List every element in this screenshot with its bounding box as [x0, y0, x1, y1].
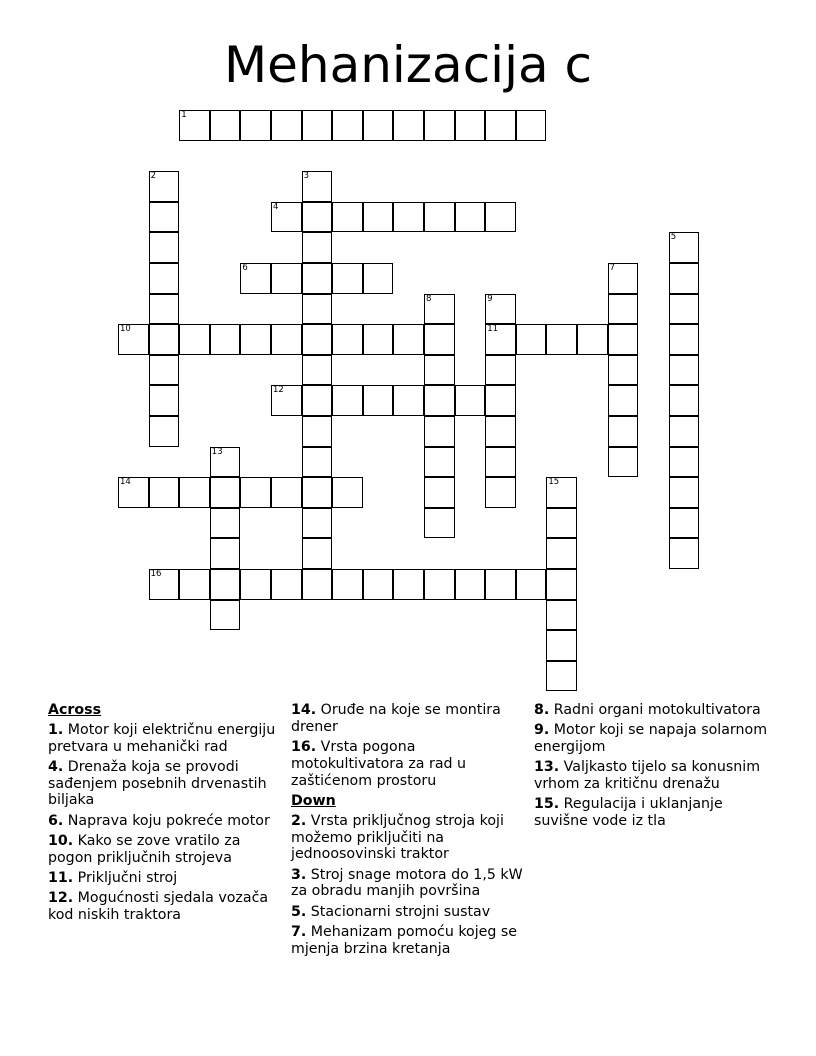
- grid-cell[interactable]: [271, 202, 302, 233]
- grid-cell[interactable]: [546, 630, 577, 661]
- grid-cell[interactable]: [424, 477, 455, 508]
- grid-cell[interactable]: [485, 385, 516, 416]
- grid-cell[interactable]: [302, 477, 333, 508]
- grid-cell[interactable]: [271, 110, 302, 141]
- clue-column-3: [534, 702, 774, 834]
- grid-cell[interactable]: [149, 569, 180, 600]
- clue-number: 9: [487, 293, 493, 304]
- clue-item-number: 4.: [48, 758, 64, 775]
- grid-cell[interactable]: [363, 569, 394, 600]
- grid-cell[interactable]: [240, 263, 271, 294]
- grid-cell[interactable]: [149, 324, 180, 355]
- grid-cell[interactable]: [302, 569, 333, 600]
- grid-cell[interactable]: [332, 110, 363, 141]
- clue-number: 15: [548, 477, 560, 488]
- grid-cell[interactable]: [546, 600, 577, 631]
- clue-item-text: Oruđe na koje se montira drener: [291, 702, 501, 735]
- grid-cell[interactable]: [485, 569, 516, 600]
- grid-cell[interactable]: [302, 263, 333, 294]
- clue-item: [48, 870, 284, 887]
- grid-cell[interactable]: [118, 324, 149, 355]
- grid-cell[interactable]: [179, 324, 210, 355]
- clue-number: 1: [181, 110, 187, 120]
- clue-number: 12: [273, 385, 284, 396]
- clue-number: 5: [670, 232, 677, 243]
- clue-item: [291, 702, 527, 736]
- grid-cell[interactable]: [149, 416, 180, 447]
- grid-cell[interactable]: [393, 202, 424, 233]
- grid-cell[interactable]: [485, 447, 516, 478]
- grid-cell[interactable]: [210, 569, 241, 600]
- grid-cell[interactable]: [424, 110, 455, 141]
- grid-cell[interactable]: [669, 355, 700, 386]
- grid-cell[interactable]: [393, 569, 424, 600]
- clue-item-text: Kako se zove vratilo za pogon priključnih strojeva: [48, 833, 241, 866]
- grid-cell[interactable]: [271, 385, 302, 416]
- clue-item-number: 12.: [48, 890, 74, 907]
- clue-number: 14: [120, 477, 131, 488]
- grid-cell[interactable]: [240, 569, 271, 600]
- grid-cell[interactable]: [546, 538, 577, 569]
- clue-item: [534, 722, 774, 756]
- clue-number: 13: [211, 446, 223, 457]
- grid-cell[interactable]: [210, 447, 241, 478]
- grid-cell[interactable]: [485, 324, 516, 355]
- clue-item: [48, 833, 284, 867]
- grid-cell[interactable]: [179, 477, 210, 508]
- grid-cell[interactable]: [302, 538, 333, 569]
- grid-cell[interactable]: [149, 171, 180, 202]
- clue-number: 11: [487, 324, 499, 335]
- grid-cell[interactable]: [393, 324, 424, 355]
- clue-item-text: Motor koji električnu energiju pretvara u mehanički rad: [48, 721, 276, 755]
- clue-item-text: Vrsta priključnog stroja koji možemo priključiti na jednoosovinski traktor: [291, 812, 504, 863]
- grid-cell[interactable]: [669, 232, 700, 263]
- grid-cell[interactable]: [546, 324, 577, 355]
- clue-heading: Down: [291, 792, 336, 809]
- grid-cell[interactable]: [608, 416, 639, 447]
- clue-number: 2: [150, 171, 157, 182]
- grid-cell[interactable]: [271, 324, 302, 355]
- grid-cell[interactable]: [302, 171, 333, 202]
- grid-cell[interactable]: [332, 202, 363, 233]
- grid-cell[interactable]: [302, 294, 333, 325]
- clue-item-text: Priključni stroj: [73, 870, 178, 887]
- clue-item-number: 1.: [48, 721, 64, 738]
- grid-cell[interactable]: [424, 416, 455, 447]
- grid-cell[interactable]: [302, 324, 333, 355]
- clue-item-number: 9.: [534, 722, 550, 739]
- grid-cell[interactable]: [546, 661, 577, 692]
- clue-item: [48, 722, 284, 756]
- grid-cell[interactable]: [302, 202, 333, 233]
- grid-cell[interactable]: [455, 202, 486, 233]
- grid-cell[interactable]: [210, 477, 241, 508]
- clue-item: [291, 739, 527, 789]
- grid-cell[interactable]: [210, 324, 241, 355]
- grid-cell[interactable]: [302, 447, 333, 478]
- clue-item-text: Naprava koju pokreće motor: [63, 812, 270, 829]
- clue-item-number: 16.: [291, 739, 317, 756]
- grid-cell[interactable]: [424, 355, 455, 386]
- clue-item-text: Stacionarni strojni sustav: [306, 903, 491, 920]
- grid-cell[interactable]: [546, 477, 577, 508]
- grid-cell[interactable]: [240, 477, 271, 508]
- grid-cell[interactable]: [363, 324, 394, 355]
- clue-item-text: Radni organi motokultivatora: [549, 702, 761, 718]
- clue-item: [534, 702, 774, 719]
- grid-cell[interactable]: [608, 263, 639, 294]
- clue-item: [534, 759, 774, 793]
- grid-cell[interactable]: [240, 110, 271, 141]
- grid-cell[interactable]: [485, 294, 516, 325]
- grid-cell[interactable]: [271, 477, 302, 508]
- grid-cell[interactable]: [424, 294, 455, 325]
- clue-item-text: Motor koji se napaja solarnom energijom: [534, 722, 768, 756]
- grid-cell[interactable]: [669, 416, 700, 447]
- grid-cell[interactable]: [302, 385, 333, 416]
- clue-item-text: Regulacija i uklanjanje suvišne vode iz tla: [534, 796, 723, 830]
- clue-item-number: 13.: [534, 759, 560, 776]
- grid-cell[interactable]: [240, 324, 271, 355]
- grid-cell[interactable]: [363, 202, 394, 233]
- clue-column-2: [291, 702, 527, 961]
- grid-cell[interactable]: [393, 385, 424, 416]
- clue-item-number: 15.: [534, 796, 560, 813]
- clue-number: 16: [150, 569, 162, 579]
- grid-cell[interactable]: [210, 110, 241, 141]
- clue-item-number: 14.: [291, 702, 317, 718]
- grid-cell[interactable]: [179, 569, 210, 600]
- grid-cell[interactable]: [271, 569, 302, 600]
- grid-cell[interactable]: [669, 538, 700, 569]
- grid-cell[interactable]: [608, 385, 639, 416]
- clue-item: [48, 813, 284, 830]
- grid-cell[interactable]: [210, 538, 241, 569]
- grid-cell[interactable]: [424, 508, 455, 539]
- grid-cell[interactable]: [424, 324, 455, 355]
- grid-cell[interactable]: [332, 324, 363, 355]
- grid-cell[interactable]: [149, 294, 180, 325]
- clue-item: [48, 890, 284, 924]
- clue-item: [291, 904, 527, 921]
- clue-item: [48, 759, 284, 809]
- clue-number: 7: [609, 263, 616, 273]
- grid-cell[interactable]: [485, 110, 516, 141]
- grid-cell[interactable]: [669, 263, 700, 294]
- grid-cell[interactable]: [210, 600, 241, 631]
- grid-cell[interactable]: [546, 508, 577, 539]
- grid-cell[interactable]: [516, 110, 547, 141]
- grid-cell[interactable]: [424, 385, 455, 416]
- grid-cell[interactable]: [363, 263, 394, 294]
- grid-cell[interactable]: [332, 385, 363, 416]
- grid-cell[interactable]: [149, 263, 180, 294]
- grid-cell[interactable]: [118, 477, 149, 508]
- clue-number: 6: [242, 263, 248, 273]
- clue-item-text: Mogućnosti sjedala vozača kod niskih traktora: [48, 890, 269, 924]
- clue-number: 4: [273, 201, 279, 212]
- grid-cell[interactable]: [393, 110, 424, 141]
- clue-item-number: 8.: [534, 702, 550, 718]
- clue-item-number: 5.: [291, 903, 307, 920]
- grid-cell[interactable]: [516, 569, 547, 600]
- clue-item: [534, 796, 774, 830]
- grid-cell[interactable]: [485, 202, 516, 233]
- grid-cell[interactable]: [546, 569, 577, 600]
- grid-cell[interactable]: [332, 263, 363, 294]
- grid-cell[interactable]: [149, 202, 180, 233]
- grid-cell[interactable]: [424, 202, 455, 233]
- clue-column-1: [48, 702, 284, 928]
- clue-number: 8: [426, 293, 432, 304]
- grid-cell[interactable]: [149, 355, 180, 386]
- clue-item: [291, 867, 527, 901]
- grid-cell[interactable]: [455, 569, 486, 600]
- grid-cell[interactable]: [424, 447, 455, 478]
- grid-cell[interactable]: [332, 477, 363, 508]
- clues-section: [48, 702, 788, 1002]
- clue-item: [291, 813, 527, 863]
- grid-cell[interactable]: [455, 110, 486, 141]
- grid-cell[interactable]: [669, 447, 700, 478]
- grid-cell[interactable]: [455, 385, 486, 416]
- clue-number: 10: [120, 324, 131, 335]
- clue-item-number: 2.: [291, 812, 307, 829]
- grid-cell[interactable]: [669, 477, 700, 508]
- grid-cell[interactable]: [149, 385, 180, 416]
- grid-cell[interactable]: [669, 324, 700, 355]
- clue-item-text: Stroj snage motora do 1,5 kW za obradu manjih površina: [291, 866, 523, 900]
- clue-item-text: Drenaža koja se provodi sađenjem posebnih drvenastih biljaka: [48, 758, 267, 809]
- grid-cell[interactable]: [485, 355, 516, 386]
- grid-cell[interactable]: [485, 416, 516, 447]
- grid-cell[interactable]: [669, 508, 700, 539]
- grid-cell[interactable]: [271, 263, 302, 294]
- grid-cell[interactable]: [210, 508, 241, 539]
- grid-cell[interactable]: [608, 324, 639, 355]
- grid-cell[interactable]: [608, 294, 639, 325]
- grid-cell[interactable]: [669, 294, 700, 325]
- page-title: Mehanizacija c: [224, 36, 592, 94]
- grid-cell[interactable]: [577, 324, 608, 355]
- grid-cell[interactable]: [608, 355, 639, 386]
- grid-cell[interactable]: [149, 477, 180, 508]
- clue-item-number: 11.: [48, 870, 74, 887]
- grid-cell[interactable]: [149, 232, 180, 263]
- clue-item-number: 10.: [48, 833, 74, 850]
- clue-item-number: 7.: [291, 924, 307, 941]
- grid-cell[interactable]: [302, 416, 333, 447]
- clue-number: 3: [303, 171, 310, 182]
- clue-heading: Across: [48, 702, 102, 718]
- grid-cell[interactable]: [424, 569, 455, 600]
- grid-cell[interactable]: [363, 110, 394, 141]
- grid-cell[interactable]: [516, 324, 547, 355]
- grid-cell[interactable]: [332, 569, 363, 600]
- grid-cell[interactable]: [302, 508, 333, 539]
- grid-cell[interactable]: [179, 110, 210, 141]
- grid-cell[interactable]: [669, 385, 700, 416]
- clue-item-number: 3.: [291, 866, 307, 883]
- grid-cell[interactable]: [302, 110, 333, 141]
- clue-item-number: 6.: [48, 812, 64, 829]
- grid-cell[interactable]: [608, 447, 639, 478]
- clue-item-text: Valjkasto tijelo sa konusnim vrhom za kritičnu drenažu: [534, 759, 761, 793]
- clue-item-text: Mehanizam pomoću kojeg se mjenja brzina kretanja: [291, 924, 518, 957]
- grid-cell[interactable]: [302, 232, 333, 263]
- grid-cell[interactable]: [485, 477, 516, 508]
- clue-item: [291, 924, 527, 958]
- grid-cell[interactable]: [363, 385, 394, 416]
- grid-cell[interactable]: [302, 355, 333, 386]
- clue-item-text: Vrsta pogona motokultivatora za rad u zaštićenom prostoru: [291, 739, 467, 789]
